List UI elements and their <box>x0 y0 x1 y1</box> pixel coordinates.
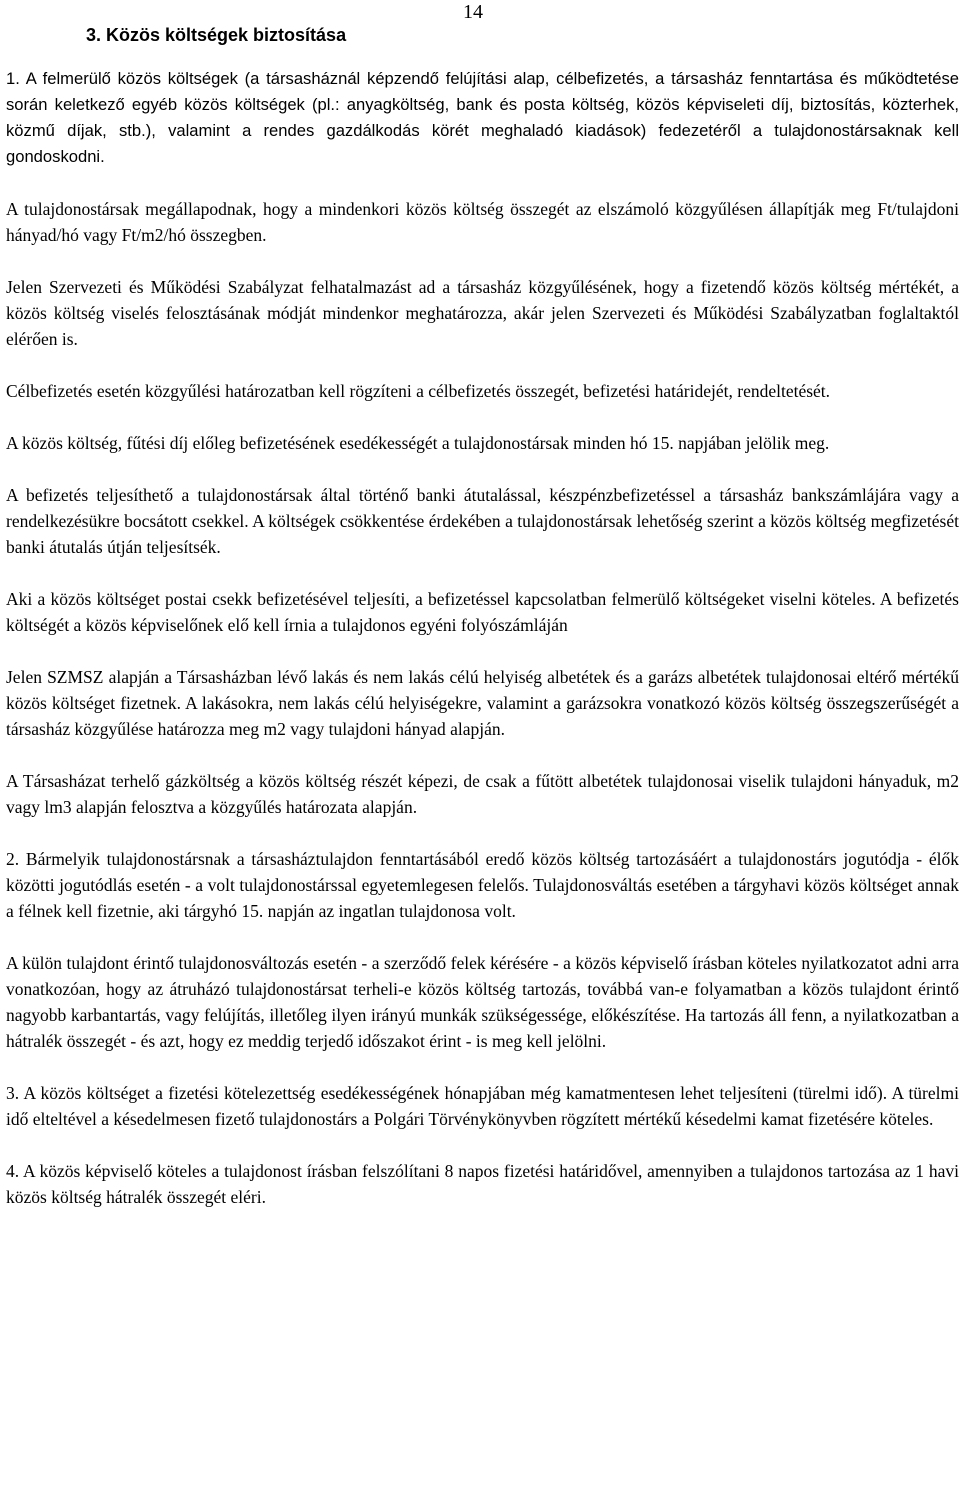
paragraph-2: A tulajdonostársak megállapodnak, hogy a mindenkori közös költség összegét az elszámoló közgyűlésen állapítják meg Ft/tulajdoni hányad/hó vagy Ft/m2/hó összegben. <box>6 199 959 245</box>
paragraph-7: Aki a közös költséget postai csekk befizetésével teljesíti, a befizetéssel kapcsolatban felmerülő költségeket viselni köteles. A befizetés költségét a közös képviselőnek elő kell írnia a tulajdonos egyéni folyószámláján <box>6 589 959 635</box>
paragraph-13: 4. A közös képviselő köteles a tulajdonost írásban felszólítani 8 napos fizetési határidővel, amennyiben a tulajdonos tartozása az 1 havi közös költség hátralék összegét eléri. <box>6 1161 959 1207</box>
paragraph-1: 1. A felmerülő közös költségek (a társasháznál képzendő felújítási alap, célbefizetés, a társasház fenntartása és működtetése során keletkező egyéb közös költségek (pl.: anyagköltség, bank és posta költség, közös képviseleti díj, biztosítás, közterhek, közmű díjak, stb.), valamint a rendes gazdálkodás körét meghaladó kiadások) fedezetéről a tulajdonostársaknak kell gondoskodni. <box>6 69 959 166</box>
paragraph-3: Jelen Szervezeti és Működési Szabályzat felhatalmazást ad a társasház közgyűlésének, hogy a fizetendő közös költség mértékét, a közös költség viselés felosztásának módját mindenkor meghatározza, akár jelen Szervezeti és Működési Szabályzatban foglaltaktól elérően is. <box>6 277 959 349</box>
paragraph-11: A külön tulajdont érintő tulajdonosváltozás esetén - a szerződő felek kérésére - a közös képviselő írásban köteles nyilatkozatot adni arra vonatkozóan, hogy az átruházó tulajdonostársat terheli-e közös költség tartozás, továbbá van-e folyamatban a közös tulajdont érintő nagyobb karbantartás, vagy felújítás, illetőleg ilyen irányú munkák szükségessége, előkészítése. Ha tartozás áll fenn, a nyilatkozatban a hátralék összegét - és azt, hogy ez meddig terjedő időszakot érint - is meg kell jelölni. <box>6 953 959 1051</box>
paragraph-9: A Társasházat terhelő gázköltség a közös költség részét képezi, de csak a fűtött albetétek tulajdonosai viselik tulajdoni hányaduk, m2 vagy lm3 alapján felosztva a közgyűlés határozata alapján. <box>6 771 959 817</box>
paragraph-12: 3. A közös költséget a fizetési kötelezettség esedékességének hónapjában még kamatmentesen lehet teljesíteni (türelmi idő). A türelmi idő elteltével a késedelmesen fizető tulajdonostárs a Polgári Törvénykönyvben rögzített mértékű késedelmi kamat fizetésére köteles. <box>6 1083 959 1129</box>
section-title: 3. Közös költségek biztosítása <box>86 25 347 45</box>
paragraph-6: A befizetés teljesíthető a tulajdonostársak által történő banki átutalással, készpénzbefizetéssel a társasház bankszámlájára vagy a rendelkezésükre bocsátott csekkel. A költségek csökkentése érdekében a tulajdonostársak lehetőség szerint a közös költség megfizetését banki átutalás útján teljesítsék. <box>6 485 959 557</box>
paragraph-5: A közös költség, fűtési díj előleg befizetésének esedékességét a tulajdonostársak minden hó 15. napjában jelölik meg. <box>6 433 830 453</box>
document-body <box>6 66 959 1236</box>
paragraph-8: Jelen SZMSZ alapján a Társasházban lévő lakás és nem lakás célú helyiség albetétek és a garázs albetétek tulajdonosai eltérő mértékű közös költséget fizetnek. A lakásokra, nem lakás célú helyiségekre, valamint a garázsokra vonatkozó közös költség összegszerűségét a társasház közgyűlése határozza meg m2 vagy tulajdoni hányad alapján. <box>6 667 959 739</box>
page-number: 14 <box>463 1 483 23</box>
paragraph-10: 2. Bármelyik tulajdonostársnak a társasháztulajdon fenntartásából eredő közös költség tartozásáért a tulajdonostárs jogutódja - élők közötti jogutódlás esetén - a volt tulajdonostárssal egyetemlegesen felelős. Tulajdonosváltás esetében a tárgyhavi közös költséget annak a félnek kell fizetnie, aki tárgyhó 15. napján az ingatlan tulajdonosa volt. <box>6 849 959 921</box>
paragraph-4: Célbefizetés esetén közgyűlési határozatban kell rögzíteni a célbefizetés összegét, befizetési határidejét, rendeltetését. <box>6 381 831 401</box>
